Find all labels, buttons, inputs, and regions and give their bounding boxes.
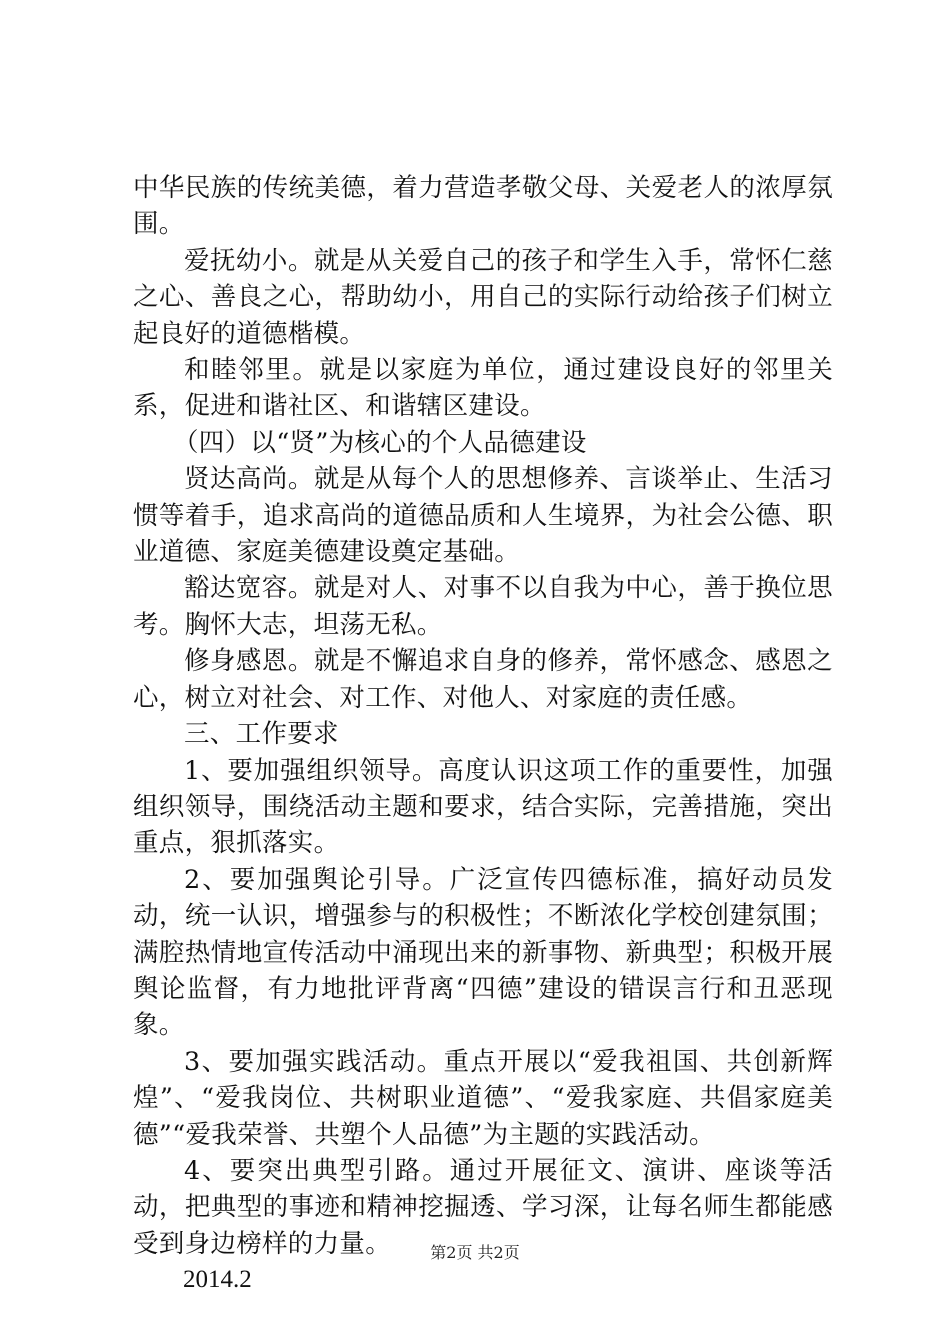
paragraph-virtuous: 贤达高尚。就是从每个人的思想修养、言谈举止、生活习惯等着手，追求高尚的道德品质和人生境界，为社会公德、职业道德、家庭美德建设奠定基础。 — [133, 464, 833, 568]
document-date: 2014.2 — [183, 1266, 252, 1294]
requirement-item-2: 2、要加强舆论引导。广泛宣传四德标准，搞好动员发动，统一认识，增强参与的积极性；不断浓化学校创建氛围；满腔热情地宣传活动中涌现出来的新事物、新典型；积极开展舆论监督，有力地批评背离“四德”建设的错误言行和丑恶现象。 — [133, 864, 833, 1041]
requirement-item-4: 4、要突出典型引路。通过开展征文、演讲、座谈等活动，把典型的事迹和精神挖掘透、学习深，让每名师生都能感受到身边榜样的力量。 — [133, 1155, 833, 1259]
paragraph-tolerance: 豁达宽容。就是对人、对事不以自我为中心，善于换位思考。胸怀大志，坦荡无私。 — [133, 573, 833, 640]
requirement-item-3: 3、要加强实践活动。重点开展以“爱我祖国、共创新辉煌”、“爱我岗位、共树职业道德”、“爱我家庭、共倡家庭美德”“爱我荣誉、共塑个人品德”为主题的实践活动。 — [133, 1046, 833, 1150]
paragraph-neighbors: 和睦邻里。就是以家庭为单位，通过建设良好的邻里关系，促进和谐社区、和谐辖区建设。 — [133, 355, 833, 422]
section-heading-personal-virtue: （四）以“贤”为核心的个人品德建设 — [173, 427, 587, 458]
requirement-item-1: 1、要加强组织领导。高度认识这项工作的重要性，加强组织领导，围绕活动主题和要求，结合实际，完善措施，突出重点，狠抓落实。 — [133, 755, 833, 859]
paragraph-care-young: 爱抚幼小。就是从关爱自己的孩子和学生入手，常怀仁慈之心、善良之心，帮助幼小，用自己的实际行动给孩子们树立起良好的道德楷模。 — [133, 245, 833, 349]
paragraph-continuation: 中华民族的传统美德，着力营造孝敬父母、关爱老人的浓厚氛围。 — [133, 173, 833, 240]
document-body — [133, 170, 833, 1299]
page-footer — [0, 1242, 950, 1264]
section-heading-requirements: 三、工作要求 — [184, 719, 339, 750]
page-number: 第2页 共2页 — [430, 1243, 520, 1262]
paragraph-gratitude: 修身感恩。就是不懈追求自身的修养，常怀感念、感恩之心，树立对社会、对工作、对他人、对家庭的责任感。 — [133, 646, 833, 713]
